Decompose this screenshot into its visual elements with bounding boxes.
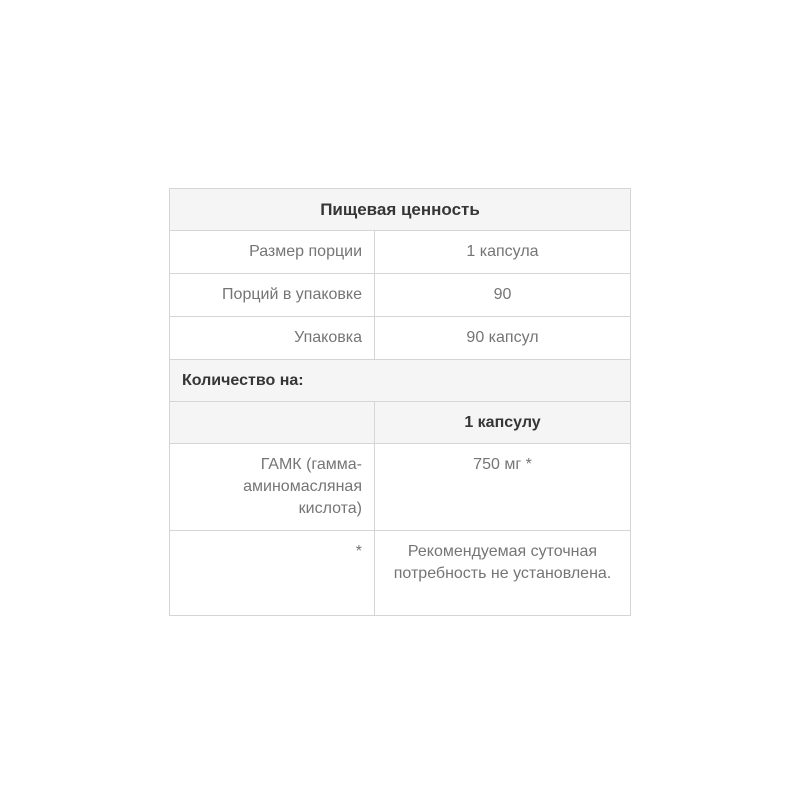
column-header-per-capsule: 1 капсулу — [375, 402, 631, 444]
section-header-row — [170, 360, 631, 402]
footnote-row — [170, 531, 631, 616]
footnote-text: Рекомендуемая суточная потребность не установлена. — [375, 531, 631, 616]
row-value-servings-per-pack: 90 — [375, 274, 631, 317]
row-label-package: Упаковка — [170, 317, 375, 360]
row-value-serving-size: 1 капсула — [375, 231, 631, 274]
table-row-servings-per-pack — [170, 274, 631, 317]
table-row-serving-size — [170, 231, 631, 274]
row-value-package: 90 капсул — [375, 317, 631, 360]
table-row-gaba — [170, 444, 631, 531]
row-value-gaba-amount: 750 мг * — [375, 444, 631, 531]
section-header-amount-per: Количество на: — [170, 360, 631, 402]
row-label-servings-per-pack: Порций в упаковке — [170, 274, 375, 317]
column-header-row — [170, 402, 631, 444]
table-title: Пищевая ценность — [170, 189, 631, 231]
row-label-serving-size: Размер порции — [170, 231, 375, 274]
table-title-row — [170, 189, 631, 231]
table-row-package — [170, 317, 631, 360]
nutrition-facts-table — [169, 188, 631, 616]
column-header-empty-cell — [170, 402, 375, 444]
row-label-gaba: ГАМК (гамма-аминомасляная кислота) — [170, 444, 375, 531]
footnote-marker: * — [170, 531, 375, 616]
